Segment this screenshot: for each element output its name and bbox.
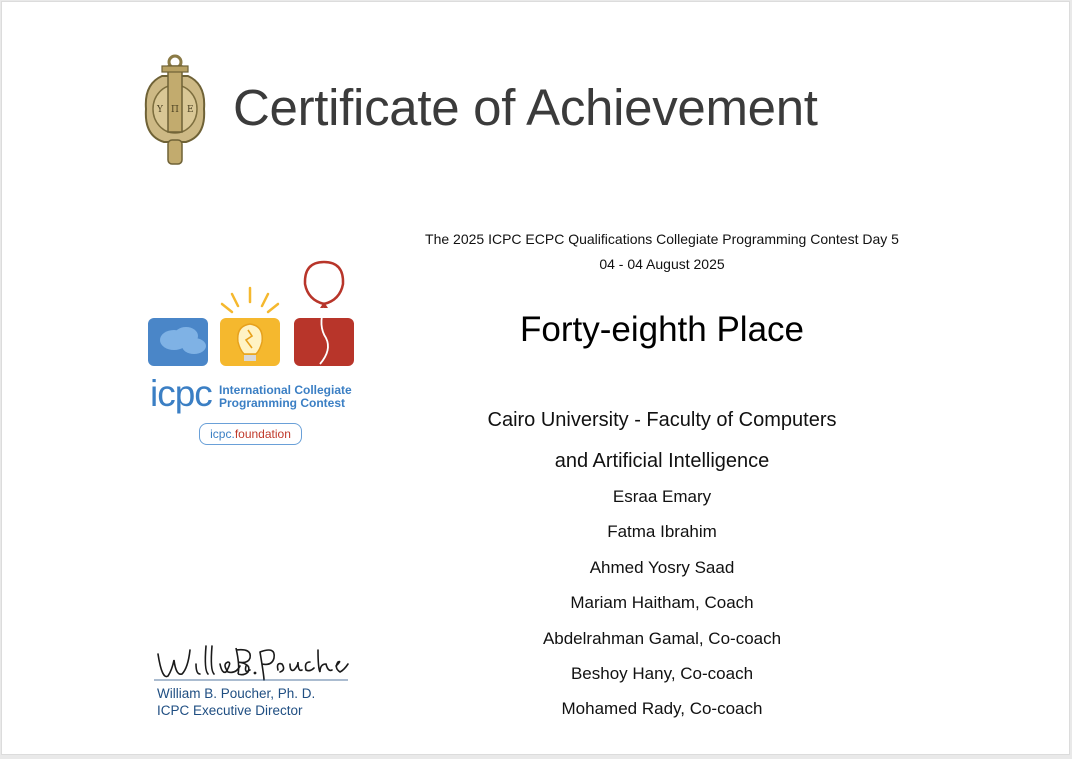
icpc-name-line-2: Programming Contest	[219, 396, 346, 410]
member-name: Abdelrahman Gamal, Co-coach	[542, 628, 782, 648]
svg-text:Ε: Ε	[187, 105, 194, 115]
certificate-page	[1, 1, 1070, 755]
foundation-suffix: foundation	[234, 427, 291, 441]
signatory-name: William B. Poucher, Ph. D.	[157, 686, 316, 701]
member-name: Ahmed Yosry Saad	[589, 557, 735, 577]
team-name-line-2: and Artificial Intelligence	[554, 450, 770, 472]
member-name: Mariam Haitham, Coach	[570, 593, 754, 613]
icpc-name-line-1: International Collegiate	[219, 383, 352, 397]
icpc-wordmark: icpc	[150, 373, 212, 414]
team-name	[252, 400, 1072, 482]
svg-text:Υ: Υ	[157, 105, 163, 115]
certificate-title: Certificate of Achievement	[233, 79, 818, 136]
key-seal-icon	[140, 54, 210, 166]
foundation-prefix: icpc.	[210, 427, 235, 441]
placement: Forty-eighth Place	[519, 310, 805, 349]
member-name: Esraa Emary	[612, 487, 712, 506]
member-list	[252, 486, 1072, 734]
member-name: Mohamed Rady, Co-coach	[561, 699, 763, 719]
contest-dates: 04 - 04 August 2025	[599, 256, 725, 272]
svg-text:Π: Π	[171, 105, 179, 115]
member-name: Fatma Ibrahim	[607, 522, 717, 542]
signature-handwriting	[152, 640, 352, 686]
member-name: Beshoy Hany, Co-coach	[570, 663, 754, 683]
contest-name: The 2025 ICPC ECPC Qualifications Collegiate Programming Contest Day 5	[425, 231, 899, 247]
signatory-title: ICPC Executive Director	[157, 703, 303, 718]
team-name-line-1: Cairo University - Faculty of Computers	[487, 409, 837, 431]
